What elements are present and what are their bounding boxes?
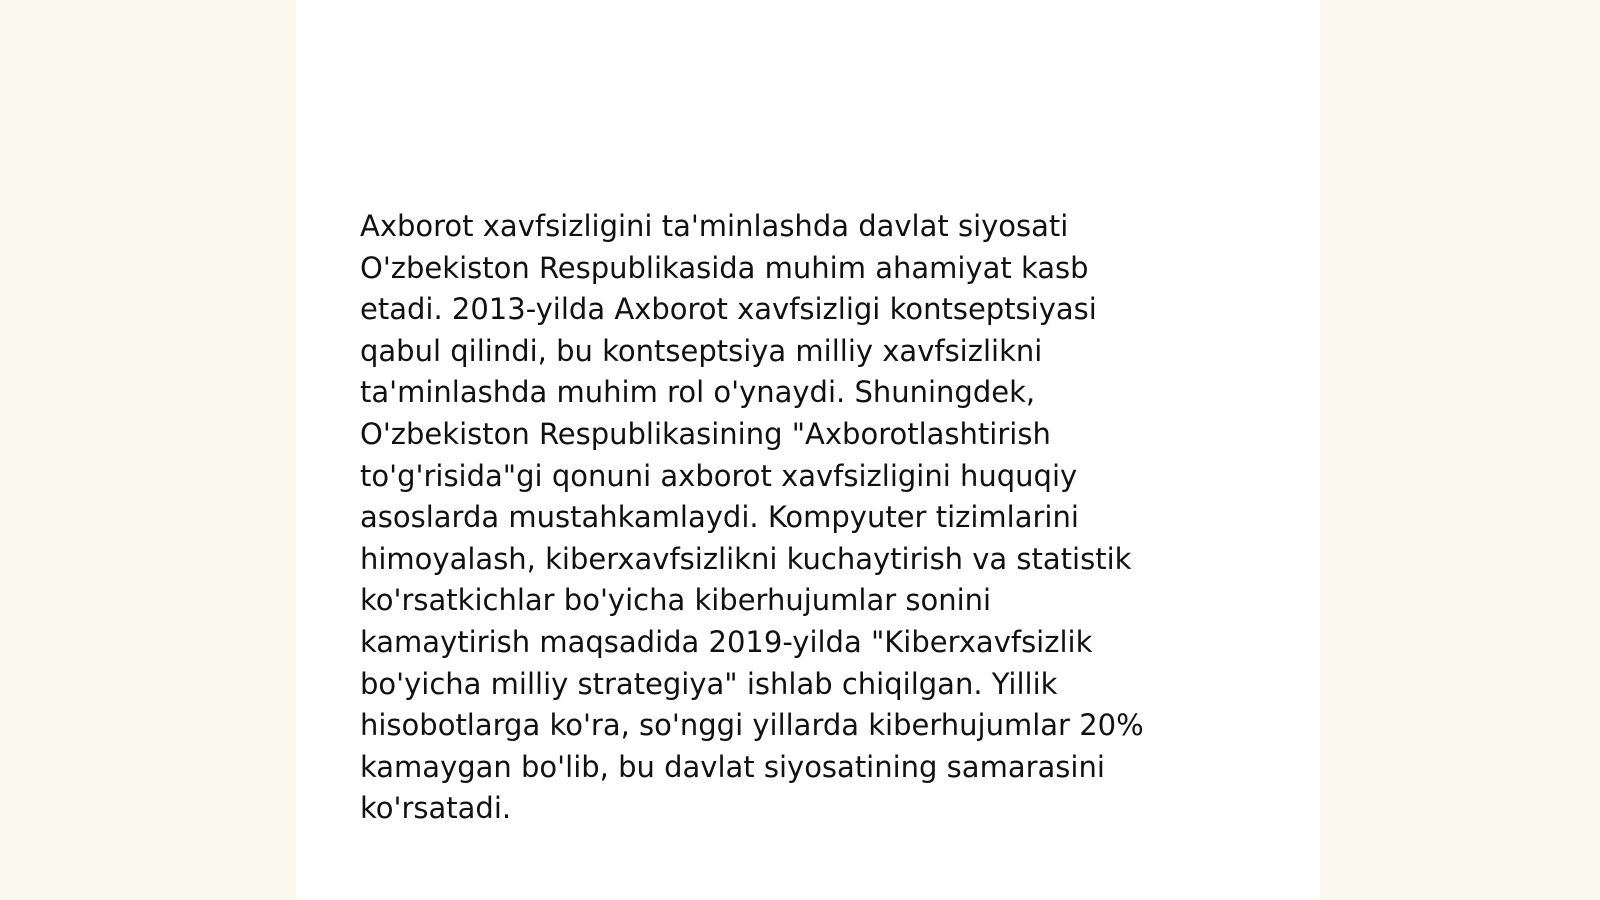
paragraph-line: bo'yicha milliy strategiya" ishlab chiqilgan. Yillik (360, 666, 1058, 701)
paragraph-line: ta'minlashda muhim rol o'ynaydi. Shuningdek, (360, 375, 1036, 410)
paragraph-line: kamaytirish maqsadida 2019-yilda "Kiberxavfsizlik (360, 624, 1093, 659)
paragraph-line: ko'rsatkichlar bo'yicha kiberhujumlar sonini (360, 583, 992, 618)
paragraph-line: hisobotlarga ko'ra, so'nggi yillarda kiberhujumlar 20% (360, 708, 1144, 743)
paragraph-line: etadi. 2013-yilda Axborot xavfsizligi kontseptsiyasi (360, 292, 1097, 327)
paragraph-line: Axborot xavfsizligini ta'minlashda davlat siyosati (360, 209, 1069, 243)
paragraph-line: qabul qilindi, bu kontseptsiya milliy xavfsizlikni (360, 333, 1043, 368)
paragraph-line: to'g'risida"gi qonuni axborot xavfsizligini huquqiy (360, 458, 1078, 493)
document-page (296, 0, 1320, 900)
paragraph-line: kamaygan bo'lib, bu davlat siyosatining samarasini (360, 749, 1105, 784)
paragraph-line: O'zbekiston Respublikasining "Axborotlashtirish (360, 416, 1051, 451)
paragraph-line: O'zbekiston Respublikasida muhim ahamiyat kasb (360, 250, 1089, 285)
paragraph-line: ko'rsatadi. (360, 791, 512, 826)
paragraph-line: asoslarda mustahkamlaydi. Kompyuter tizimlarini (360, 500, 1079, 535)
body-paragraph (360, 206, 1260, 830)
paragraph-line: himoyalash, kiberxavfsizlikni kuchaytirish va statistik (360, 541, 1132, 576)
